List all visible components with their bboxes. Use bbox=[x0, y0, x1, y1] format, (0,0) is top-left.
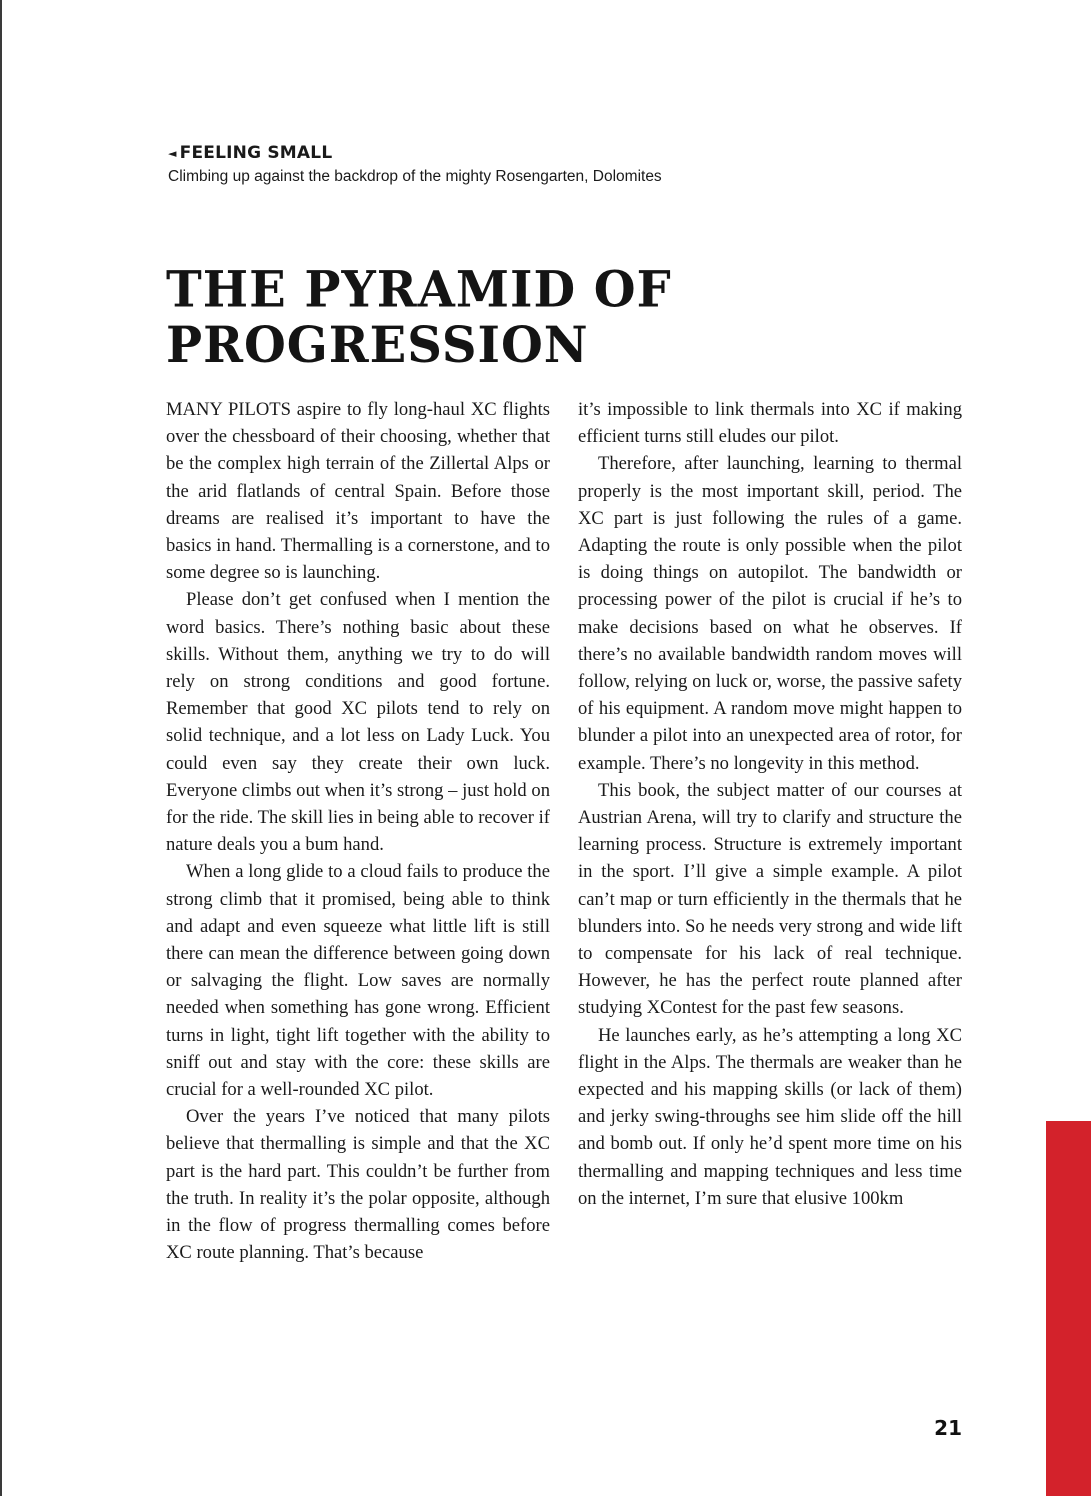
caption-arrow-icon: ◄ bbox=[168, 147, 177, 160]
paragraph: Therefore, after launching, learning to thermal properly is the most important skill, period. The XC part is just following the rules of a game. Adapting the route is only possible when the pilot is doing things on autopilot. The bandwidth or processing power of the pilot is crucial if he’s to make decisions based on what he observes. If there’s no available bandwidth random moves will follow, relying on luck or, worse, the passive safety of his equipment. A random move might happen to blunder a pilot into an unexpected area of rotor, for example. There’s no longevity in this method. bbox=[578, 453, 962, 774]
headline-line-2: PROGRESSION bbox=[166, 316, 589, 375]
article-headline bbox=[166, 262, 986, 373]
paragraph: it’s impossible to link thermals into XC if making efficient turns still eludes our pilot. bbox=[578, 399, 962, 448]
paragraph: Please don’t get confused when I mention the word basics. There’s nothing basic about these skills. Without them, anything we try to do will rely on strong conditions and good fortune. Remember that good XC pilots tend to rely on solid technique, and a lot less on Lady Luck. You could even say they create their own luck. Everyone climbs out when it’s strong – just hold on for the ride. The skill lies in being able to recover if nature deals you a bum hand. bbox=[166, 589, 550, 856]
photo-caption bbox=[168, 143, 868, 187]
paragraph: He launches early, as he’s attempting a long XC flight in the Alps. The thermals are weaker than he expected and his mapping skills (or lack of them) and jerky swing-throughs see him slide off the hill and bomb out. If only he’d spent more time on his thermalling and mapping techniques and less time on the internet, I’m sure that elusive 100km bbox=[578, 1024, 962, 1209]
paragraph: Over the years I’ve noticed that many pilots believe that thermalling is simple and that the XC part is the hard part. This couldn’t be further from the truth. In reality it’s the polar opposite, although in the flow of progress thermalling comes before XC route planning. That’s because bbox=[166, 1106, 550, 1264]
paragraph: When a long glide to a cloud fails to produce the strong climb that it promised, being able to think and adapt and even squeeze what little lift is still there can mean the difference between going down or salvaging the flight. Low saves are normally needed when something has gone wrong. Efficient turns in light, tight lift together with the ability to sniff out and stay with the core: these skills are crucial for a well-rounded XC pilot. bbox=[166, 861, 550, 1101]
page-number: 21 bbox=[934, 1416, 962, 1440]
section-color-tab bbox=[1046, 1121, 1091, 1496]
headline-line-1: THE PYRAMID OF bbox=[166, 260, 672, 319]
caption-title bbox=[168, 143, 868, 165]
paragraph: This book, the subject matter of our courses at Austrian Arena, will try to clarify and structure the learning process. Structure is extremely important in the sport. I’ll give a simple example. A pilot can’t map or turn efficiently in the thermals that he blunders into. So he needs very strong and wide lift to compensate for his lack of real technique. However, he has the perfect route planned after studying XContest for the past few seasons. bbox=[578, 779, 962, 1019]
page-edge-line bbox=[0, 0, 2, 1496]
caption-title-text: FEELING SMALL bbox=[179, 143, 333, 163]
right-column bbox=[578, 396, 962, 1212]
caption-text: Climbing up against the backdrop of the mighty Rosengarten, Dolomites bbox=[168, 168, 662, 185]
left-column bbox=[166, 396, 550, 1267]
paragraph: MANY PILOTS aspire to fly long-haul XC flights over the chessboard of their choosing, whether that be the complex high terrain of the Zillertal Alps or the arid flatlands of central Spain. Before those dreams are realised it’s important to have the basics in hand. Thermalling is a cornerstone, and to some degree so is launching. bbox=[166, 399, 550, 584]
